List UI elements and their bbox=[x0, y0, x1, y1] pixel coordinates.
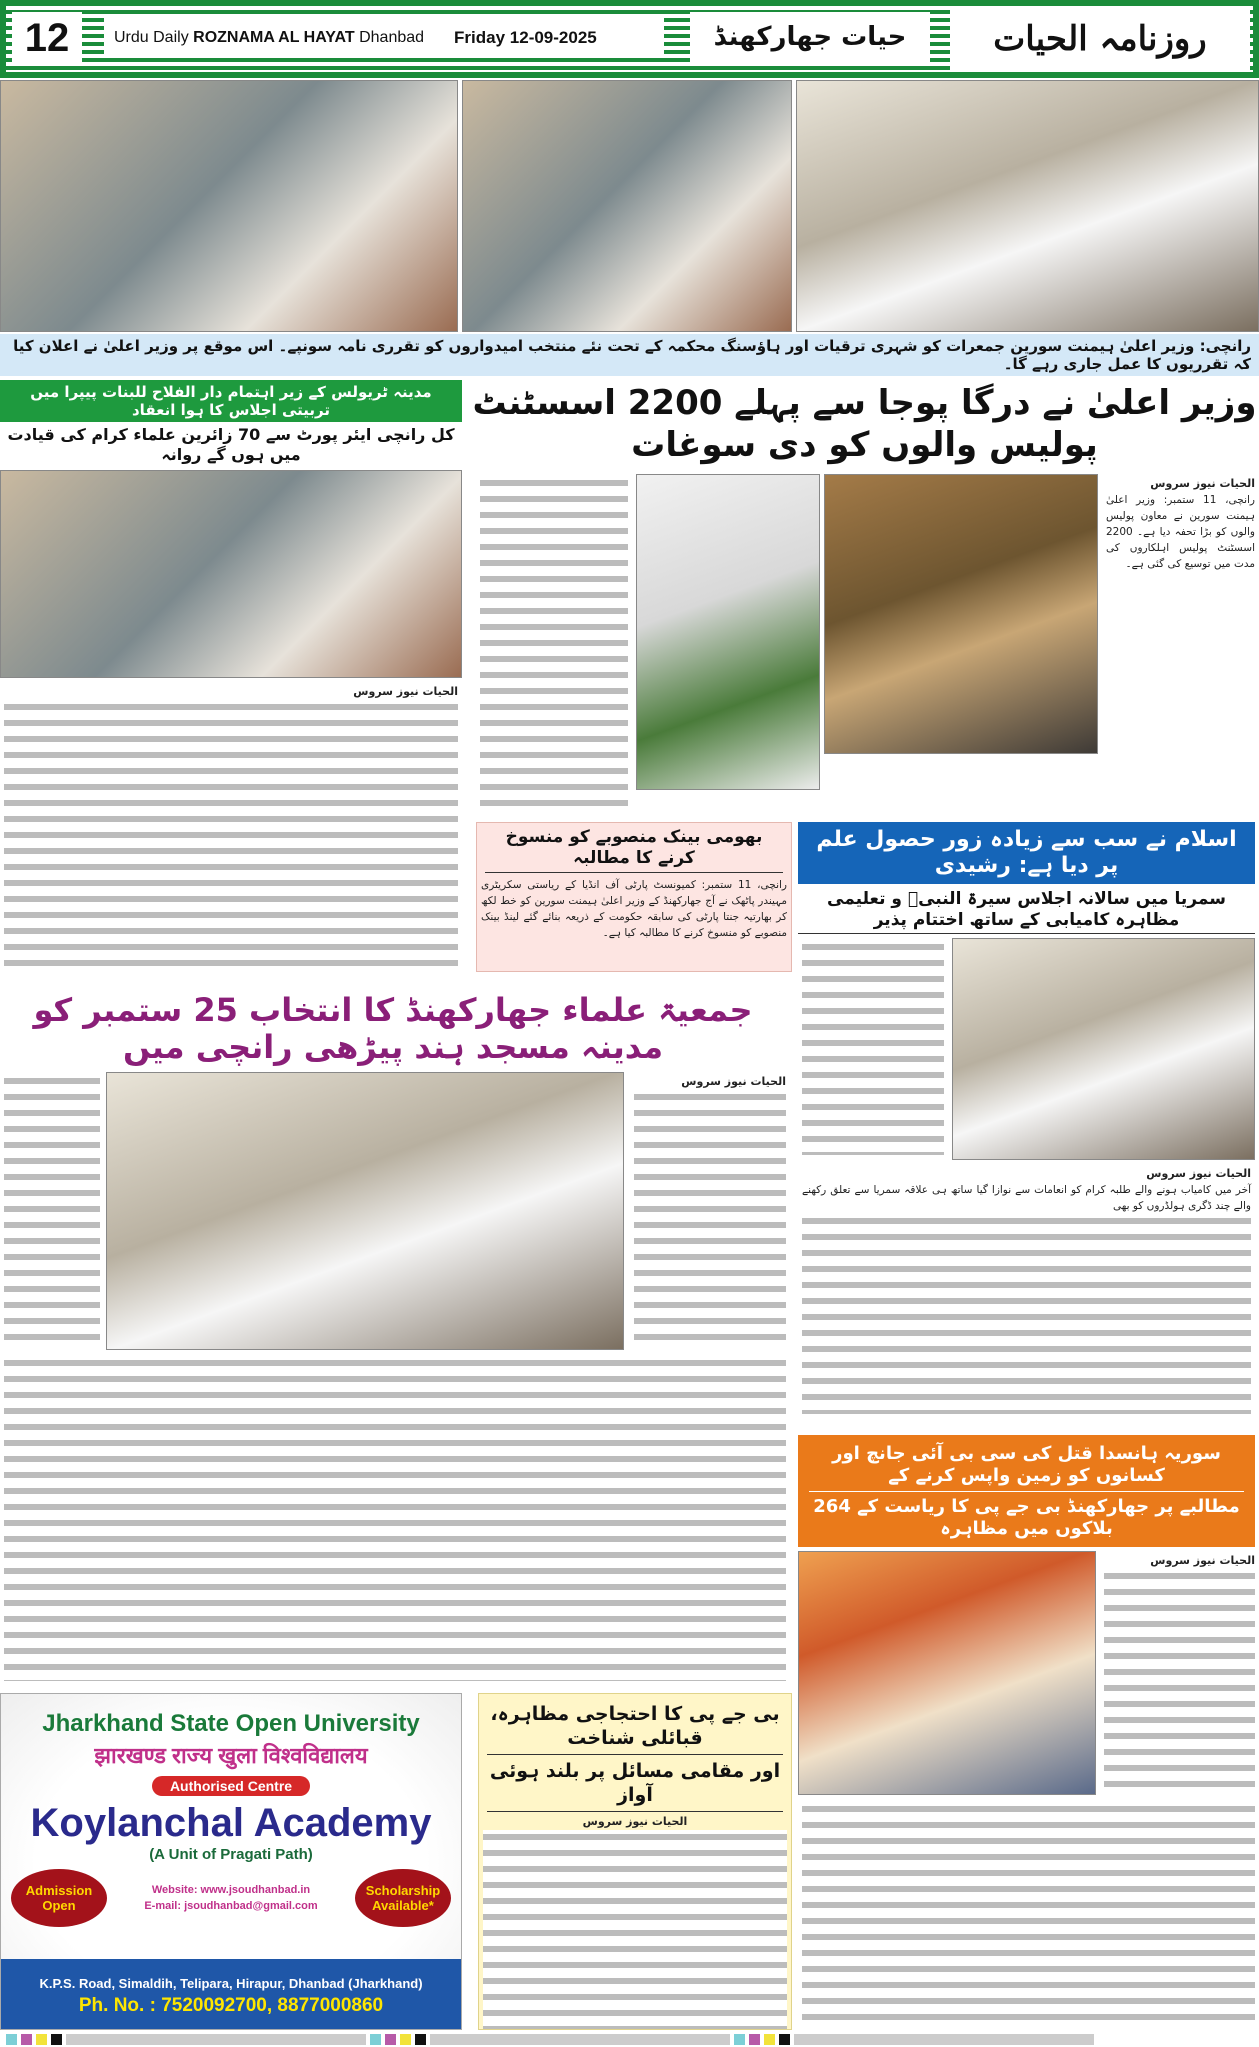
photo-ceremony-stage bbox=[0, 80, 458, 332]
rashidi-lead: آخر میں کامیاب ہونے والے طلبہ کرام کو انعامات سے نوازا گیا ساتھ ہی علاقہ سمریا سے تعلق رکھنے والے چند ڈگری ہولڈروں کو بھی bbox=[802, 1184, 1251, 1212]
ad-email[interactable]: E-mail: jsoudhanbad@gmail.com bbox=[144, 1900, 318, 1912]
color-swatch bbox=[370, 2034, 381, 2045]
bjp-box bbox=[478, 1693, 792, 2030]
scholarship-badge bbox=[355, 1869, 451, 1927]
color-swatch bbox=[430, 2034, 730, 2045]
ad-phone: Ph. No. : 7520092700, 8877000860 bbox=[78, 1995, 384, 2016]
surya-headline-line2: مطالبے پر جھارکھنڈ بی جے پی کا ریاست کے 264 بلاکوں میں مظاہرہ bbox=[809, 1491, 1243, 1544]
bhoomi-headline: بھومی بینک منصوبے کو منسوخ کرنے کا مطالبہ bbox=[485, 827, 783, 873]
body-text-lines bbox=[634, 1090, 786, 1340]
photo-madrasa-group bbox=[0, 470, 462, 678]
city: Dhanbad bbox=[359, 29, 425, 46]
photo-appointment-letter bbox=[462, 80, 792, 332]
bhoomi-bank-box bbox=[476, 822, 792, 972]
body-text-lines bbox=[802, 1802, 1255, 2022]
main-lead bbox=[1102, 474, 1259, 816]
rashidi-headline: اسلام نے سب سے زیادہ زور حصول علم پر دیا ہے: رشیدی bbox=[798, 822, 1255, 884]
surya-lead bbox=[1100, 1551, 1259, 1795]
photo-jamiat-meeting bbox=[106, 1072, 624, 1350]
color-swatch bbox=[6, 2034, 17, 2045]
issue-date: Friday 12-09-2025 bbox=[454, 28, 597, 47]
bjp-body bbox=[479, 1812, 791, 2029]
body-text-lines bbox=[4, 1074, 100, 1344]
dateline: الحیات نیوز سروس bbox=[1150, 1554, 1255, 1567]
dateline: الحیات نیوز سروس bbox=[582, 1815, 688, 1828]
color-swatch bbox=[734, 2034, 745, 2045]
body-text-lines bbox=[802, 940, 944, 1155]
jamiat-headline: جمعیۃ علماء جھارکھنڈ کا انتخاب 25 ستمبر کو مدینہ مسجد ہند پیڑھی رانچی میں bbox=[33, 991, 753, 1066]
madrasa-banner: مدینہ ٹریولس کے زیر اہتمام دار الفلاح للبنات پیپرا میں تربیتی اجلاس کا ہوا انعقاد bbox=[0, 380, 462, 422]
rashidi-body-col bbox=[798, 938, 948, 1160]
surya-headline-line1: سوریہ ہانسدا قتل کی سی بی آئی جانچ اور کسانوں کو زمین واپس کرنے کے bbox=[832, 1442, 1221, 1486]
admission-open-badge bbox=[11, 1869, 107, 1927]
ad-footer bbox=[1, 1959, 461, 2029]
body-text-lines bbox=[480, 476, 628, 811]
color-swatch bbox=[764, 2034, 775, 2045]
ad-university: Jharkhand State Open University bbox=[42, 1710, 420, 1737]
rashidi-subhead: سمریا میں سالانہ اجلاس سیرۃ النبیؐ و تعلیمی مظاہرہ کامیابی کے ساتھ اختتام پذیر bbox=[798, 886, 1255, 934]
color-swatch bbox=[36, 2034, 47, 2045]
photo-chief-minister bbox=[636, 474, 820, 790]
surya-body bbox=[798, 1800, 1259, 2028]
ad-academy-name: Koylanchal Academy bbox=[30, 1801, 432, 1845]
jamiat-body-col1 bbox=[0, 1072, 104, 1350]
ad-authorised-badge: Authorised Centre bbox=[152, 1776, 310, 1796]
body-text-lines bbox=[4, 700, 458, 970]
scholarship-badge-line2: Available* bbox=[372, 1898, 434, 1913]
main-headline: وزیر اعلیٰ نے درگا پوجا سے پہلے 2200 اسسٹنٹ پولیس والوں کو دی سوغات bbox=[472, 383, 1257, 465]
photo-hall-audience bbox=[796, 80, 1259, 332]
color-swatch bbox=[749, 2034, 760, 2045]
info-prefix: Urdu Daily bbox=[114, 29, 189, 46]
masthead bbox=[0, 0, 1259, 78]
color-swatch bbox=[794, 2034, 1094, 2045]
dateline: الحیات نیوز سروس bbox=[1146, 1167, 1251, 1180]
madrasa-body bbox=[0, 682, 462, 974]
ad-website[interactable]: Website: www.jsoudhanbad.in bbox=[151, 1884, 311, 1896]
color-swatch bbox=[66, 2034, 366, 2045]
dateline: الحیات نیوز سروس bbox=[353, 685, 458, 698]
surya-headline bbox=[798, 1435, 1255, 1547]
dateline: الحیات نیوز سروس bbox=[681, 1075, 786, 1088]
scholarship-badge-line1: Scholarship bbox=[365, 1883, 441, 1898]
admission-badge-line1: Admission bbox=[25, 1883, 93, 1898]
color-swatch bbox=[385, 2034, 396, 2045]
main-body-col bbox=[476, 474, 632, 816]
advertisement-koylanchal-academy[interactable] bbox=[0, 1693, 462, 2030]
rashidi-body bbox=[798, 1164, 1255, 1426]
ad-contact bbox=[144, 1882, 317, 1914]
masthead-info-text bbox=[114, 29, 424, 47]
photo-police bbox=[824, 474, 1098, 754]
photo-award-ceremony bbox=[952, 938, 1255, 1160]
ad-university-hindi: झारखण्ड राज्य खुला विश्वविद्यालय bbox=[94, 1743, 368, 1768]
photo-bjp-protest bbox=[798, 1551, 1096, 1795]
jamiat-body bbox=[0, 1354, 790, 1688]
page-number: 12 bbox=[12, 12, 82, 64]
bjp-headline-line2: اور مقامی مسائل پر بلند ہوئی آواز bbox=[487, 1755, 783, 1812]
color-swatch bbox=[51, 2034, 62, 2045]
section-title: حیات جھارکھنڈ bbox=[690, 12, 930, 62]
body-text-lines bbox=[4, 1356, 786, 1681]
body-text-lines bbox=[483, 1830, 787, 2029]
color-swatch bbox=[415, 2034, 426, 2045]
ad-badge-row bbox=[1, 1863, 461, 1927]
photo-caption: رانچی: وزیر اعلیٰ ہیمنت سورین جمعرات کو شہری ترقیات اور ہاؤسنگ محکمہ کے تحت نئے منتخب امیدواروں کو تقرری نامہ سونپے۔ اس موقع پر وزیر اعلیٰ نے اعلان کیا کہ تقرریوں کا عمل جاری رہے گا۔ bbox=[0, 334, 1259, 376]
print-color-bar bbox=[0, 2032, 1259, 2047]
main-lead-text: رانچی، 11 ستمبر: وزیر اعلیٰ ہیمنت سورین نے معاون پولیس والوں کو بڑا تحفہ دیا ہے۔ 2200 اسسٹنٹ پولیس اہلکاروں کی مدت میں توسیع کی گئی ہے۔ bbox=[1106, 494, 1255, 570]
newspaper-logo: روزنامہ الحیات bbox=[950, 6, 1250, 70]
admission-badge-line2: Open bbox=[42, 1898, 76, 1913]
color-swatch bbox=[779, 2034, 790, 2045]
dateline: الحیات نیوز سروس bbox=[1150, 477, 1255, 490]
bjp-headline-line1: بی جے پی کا احتجاجی مظاہرہ، قبائلی شناخت bbox=[487, 1700, 783, 1755]
masthead-info bbox=[104, 18, 664, 58]
madrasa-subhead: کل رانچی ایئر پورٹ سے 70 زائرین علماء کرام کی قیادت میں ہوں گے روانہ bbox=[7, 425, 455, 464]
color-swatch bbox=[400, 2034, 411, 2045]
ad-academy-sub: (A Unit of Pragati Path) bbox=[149, 1846, 313, 1863]
body-text-lines bbox=[802, 1214, 1251, 1414]
paper-name: ROZNAMA AL HAYAT bbox=[193, 29, 355, 46]
bhoomi-body: رانچی، 11 ستمبر: کمیونسٹ پارٹی آف انڈیا کے ریاستی سکریٹری مہیندر پاٹھک نے آج جھارکھنڈ کے وزیر اعلیٰ ہیمنت سورین کو خط لکھ کر بھارتیہ جنتا پارٹی کی سابقہ حکومت کے ذریعہ بنائے گئے لینڈ بینک منصوبے کو منسوخ کرنے کا مطالبہ کیا ہے۔ bbox=[481, 879, 787, 939]
ad-address: K.P.S. Road, Simaldih, Telipara, Hirapur, Dhanbad (Jharkhand) bbox=[39, 1976, 423, 1991]
color-swatch bbox=[21, 2034, 32, 2045]
jamiat-lead bbox=[630, 1072, 790, 1350]
body-text-lines bbox=[1104, 1569, 1255, 1789]
